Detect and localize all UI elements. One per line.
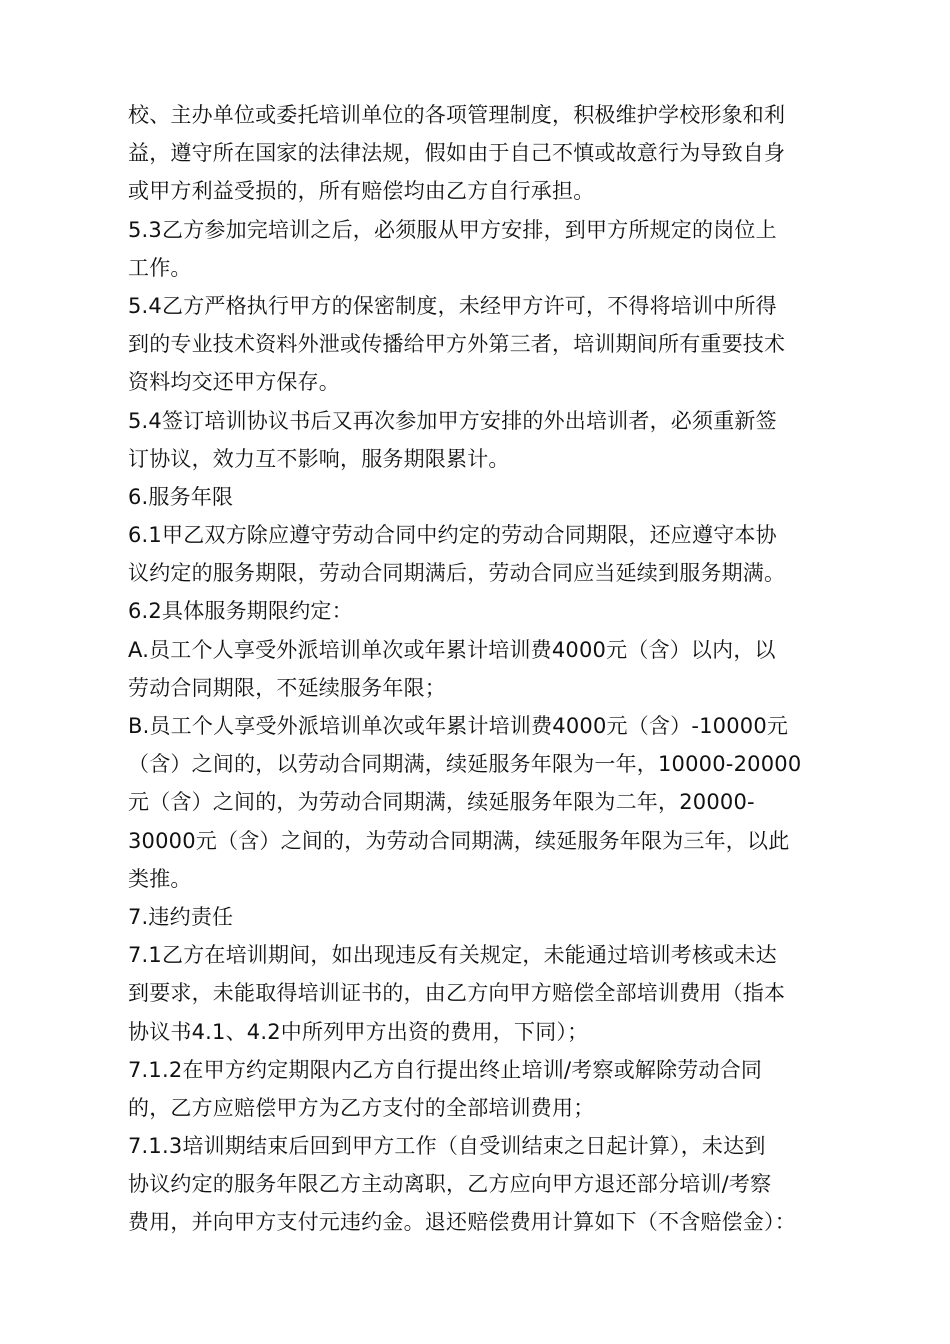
- text-line: 6.1甲乙双方除应遵守劳动合同中约定的劳动合同期限，还应遵守本协: [128, 523, 777, 548]
- text-line: 订协议，效力互不影响，服务期限累计。: [128, 446, 510, 471]
- text-line: 类推。: [128, 866, 192, 891]
- text-line: B.员工个人享受外派培训单次或年累计培训费4000元（含）-10000元: [128, 714, 789, 738]
- text-line: 协议约定的服务年限乙方主动离职，乙方应向甲方退还部分培训/考察: [128, 1172, 772, 1197]
- text-line: A.员工个人享受外派培训单次或年累计培训费4000元（含）以内，以: [128, 637, 776, 662]
- text-line: 7.1.3培训期结束后回到甲方工作（自受训结束之日起计算），未达到: [128, 1134, 766, 1159]
- text-line: 资料均交还甲方保存。: [128, 370, 340, 395]
- text-line: 或甲方利益受损的，所有赔偿均由乙方自行承担。: [128, 179, 595, 204]
- text-line: 校、主办单位或委托培训单位的各项管理制度，积极维护学校形象和利: [128, 103, 786, 127]
- text-line: 30000元（含）之间的，为劳动合同期满，续延服务年限为三年，以此: [128, 828, 790, 853]
- section-heading: 6.服务年限: [128, 484, 234, 509]
- text-line: 到要求，未能取得培训证书的，由乙方向甲方赔偿全部培训费用（指本: [128, 981, 786, 1006]
- text-line: 元（含）之间的，为劳动合同期满，续延服务年限为二年，20000-: [128, 790, 755, 815]
- text-line: 协议书4.1、4.2中所列甲方出资的费用，下同）；: [128, 1019, 589, 1044]
- text-line: 5.4签订培训协议书后又再次参加甲方安排的外出培训者，必须重新签: [128, 408, 777, 433]
- text-line: 费用，并向甲方支付元违约金。退还赔偿费用计算如下（不含赔偿金）：: [128, 1210, 796, 1235]
- text-line: 的，乙方应赔偿甲方为乙方支付的全部培训费用；: [128, 1095, 595, 1120]
- text-line: 7.1乙方在培训期间，如出现违反有关规定，未能通过培训考核或未达: [128, 943, 777, 968]
- text-line: 6.2具体服务期限约定：: [128, 599, 353, 624]
- document-body: [128, 96, 828, 1242]
- text-line: 劳动合同期限，不延续服务年限；: [128, 675, 446, 700]
- text-line: 5.4乙方严格执行甲方的保密制度，未经甲方许可，不得将培训中所得: [128, 293, 777, 318]
- text-line: 7.1.2在甲方约定期限内乙方自行提出终止培训/考察或解除劳动合同: [128, 1057, 763, 1082]
- text-line: 到的专业技术资料外泄或传播给甲方外第三者，培训期间所有重要技术: [128, 332, 786, 357]
- text-line: 议约定的服务期限，劳动合同期满后，劳动合同应当延续到服务期满。: [128, 561, 786, 586]
- text-line: 益，遵守所在国家的法律法规，假如由于自己不慎或故意行为导致自身: [128, 141, 786, 166]
- text-line: 5.3乙方参加完培训之后，必须服从甲方安排，到甲方所规定的岗位上: [128, 217, 777, 242]
- section-heading: 7.违约责任: [128, 904, 234, 929]
- text-line: （含）之间的，以劳动合同期满，续延服务年限为一年，10000-20000: [128, 752, 802, 777]
- text-line: 工作。: [128, 255, 192, 280]
